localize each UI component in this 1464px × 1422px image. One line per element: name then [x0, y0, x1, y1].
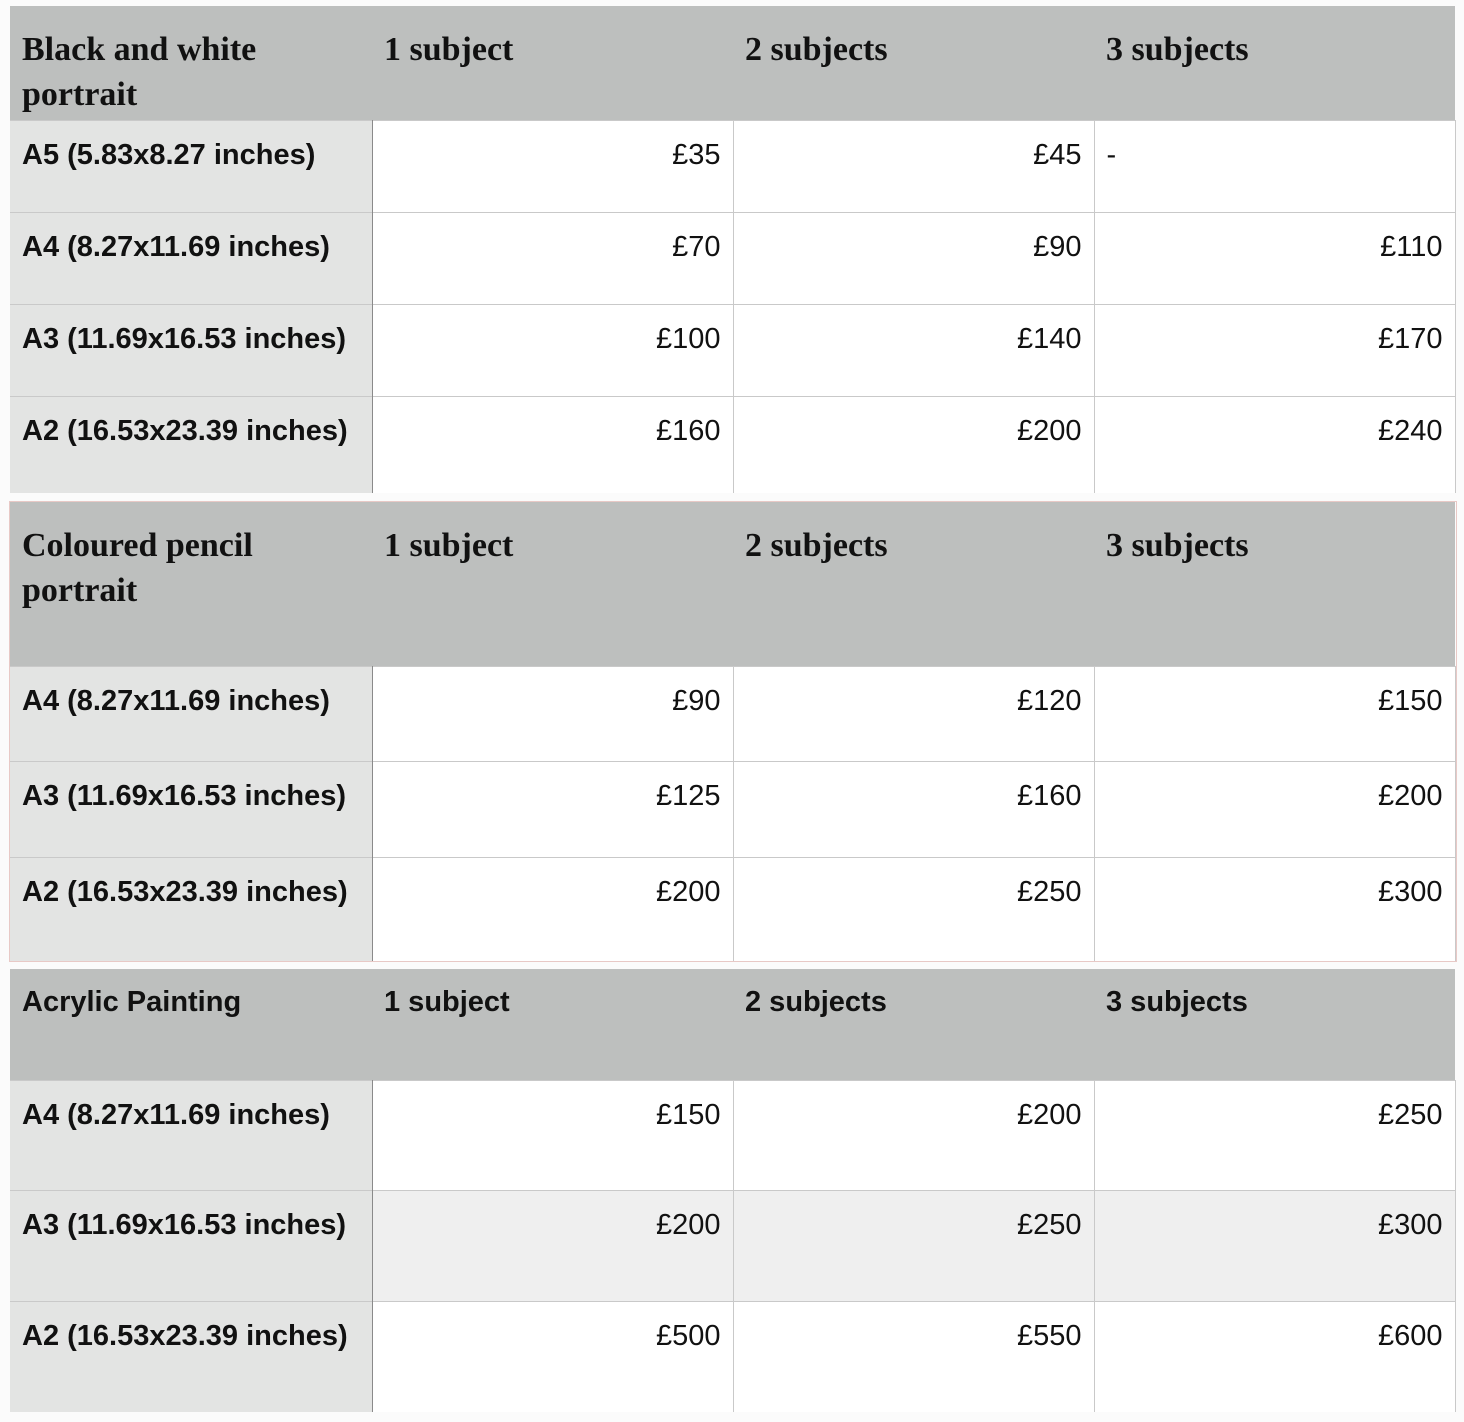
size-label: A4 (8.27x11.69 inches) — [10, 1080, 372, 1190]
price-cell: £160 — [733, 761, 1094, 857]
bw-portrait-price-table — [10, 6, 1456, 493]
price-cell: £100 — [372, 304, 733, 396]
size-label: A3 (11.69x16.53 inches) — [10, 304, 372, 396]
table-row — [10, 212, 1455, 304]
price-cell: £35 — [372, 120, 733, 212]
price-cell: £150 — [372, 1080, 733, 1190]
price-cell: £125 — [372, 761, 733, 857]
table-row — [10, 761, 1455, 857]
price-cell: £550 — [733, 1301, 1094, 1412]
acrylic-painting-price-table — [10, 969, 1456, 1412]
price-cell: £150 — [1094, 666, 1455, 761]
coloured-pencil-price-table — [10, 502, 1456, 961]
price-cell: £500 — [372, 1301, 733, 1412]
price-cell: - — [1094, 120, 1455, 212]
table-row — [10, 857, 1455, 961]
price-cell: £200 — [1094, 761, 1455, 857]
column-header-2-subjects: 2 subjects — [733, 6, 1094, 120]
column-header-2-subjects: 2 subjects — [733, 502, 1094, 666]
price-cell: £250 — [1094, 1080, 1455, 1190]
table-row — [10, 1301, 1455, 1412]
table-title-cell: Black and white portrait — [10, 6, 372, 120]
table-row — [10, 396, 1455, 493]
price-cell: £70 — [372, 212, 733, 304]
table-row — [10, 1080, 1455, 1190]
table-title-cell: Coloured pencil portrait — [10, 502, 372, 666]
price-cell: £120 — [733, 666, 1094, 761]
price-cell: £600 — [1094, 1301, 1455, 1412]
column-header-3-subjects: 3 subjects — [1094, 6, 1455, 120]
price-cell: £250 — [733, 1190, 1094, 1301]
table-header-row — [10, 969, 1455, 1080]
size-label: A2 (16.53x23.39 inches) — [10, 396, 372, 493]
price-cell: £90 — [372, 666, 733, 761]
price-cell: £140 — [733, 304, 1094, 396]
table-row — [10, 304, 1455, 396]
column-header-3-subjects: 3 subjects — [1094, 969, 1455, 1080]
size-label: A3 (11.69x16.53 inches) — [10, 1190, 372, 1301]
price-cell: £160 — [372, 396, 733, 493]
price-cell: £300 — [1094, 857, 1455, 961]
price-cell: £240 — [1094, 396, 1455, 493]
price-cell: £250 — [733, 857, 1094, 961]
column-header-2-subjects: 2 subjects — [733, 969, 1094, 1080]
size-label: A4 (8.27x11.69 inches) — [10, 666, 372, 761]
size-label: A3 (11.69x16.53 inches) — [10, 761, 372, 857]
size-label: A5 (5.83x8.27 inches) — [10, 120, 372, 212]
column-header-1-subject: 1 subject — [372, 502, 733, 666]
table-title-cell: Acrylic Painting — [10, 969, 372, 1080]
price-cell: £200 — [372, 1190, 733, 1301]
table-row — [10, 1190, 1455, 1301]
price-cell: £110 — [1094, 212, 1455, 304]
column-header-3-subjects: 3 subjects — [1094, 502, 1455, 666]
size-label: A2 (16.53x23.39 inches) — [10, 857, 372, 961]
price-cell: £200 — [733, 396, 1094, 493]
table-header-row — [10, 6, 1455, 120]
size-label: A4 (8.27x11.69 inches) — [10, 212, 372, 304]
table-header-row — [10, 502, 1455, 666]
price-cell: £200 — [733, 1080, 1094, 1190]
price-cell: £170 — [1094, 304, 1455, 396]
column-header-1-subject: 1 subject — [372, 969, 733, 1080]
column-header-1-subject: 1 subject — [372, 6, 733, 120]
table-row — [10, 666, 1455, 761]
price-cell: £45 — [733, 120, 1094, 212]
price-cell: £200 — [372, 857, 733, 961]
table-row — [10, 120, 1455, 212]
price-cell: £90 — [733, 212, 1094, 304]
price-cell: £300 — [1094, 1190, 1455, 1301]
size-label: A2 (16.53x23.39 inches) — [10, 1301, 372, 1412]
